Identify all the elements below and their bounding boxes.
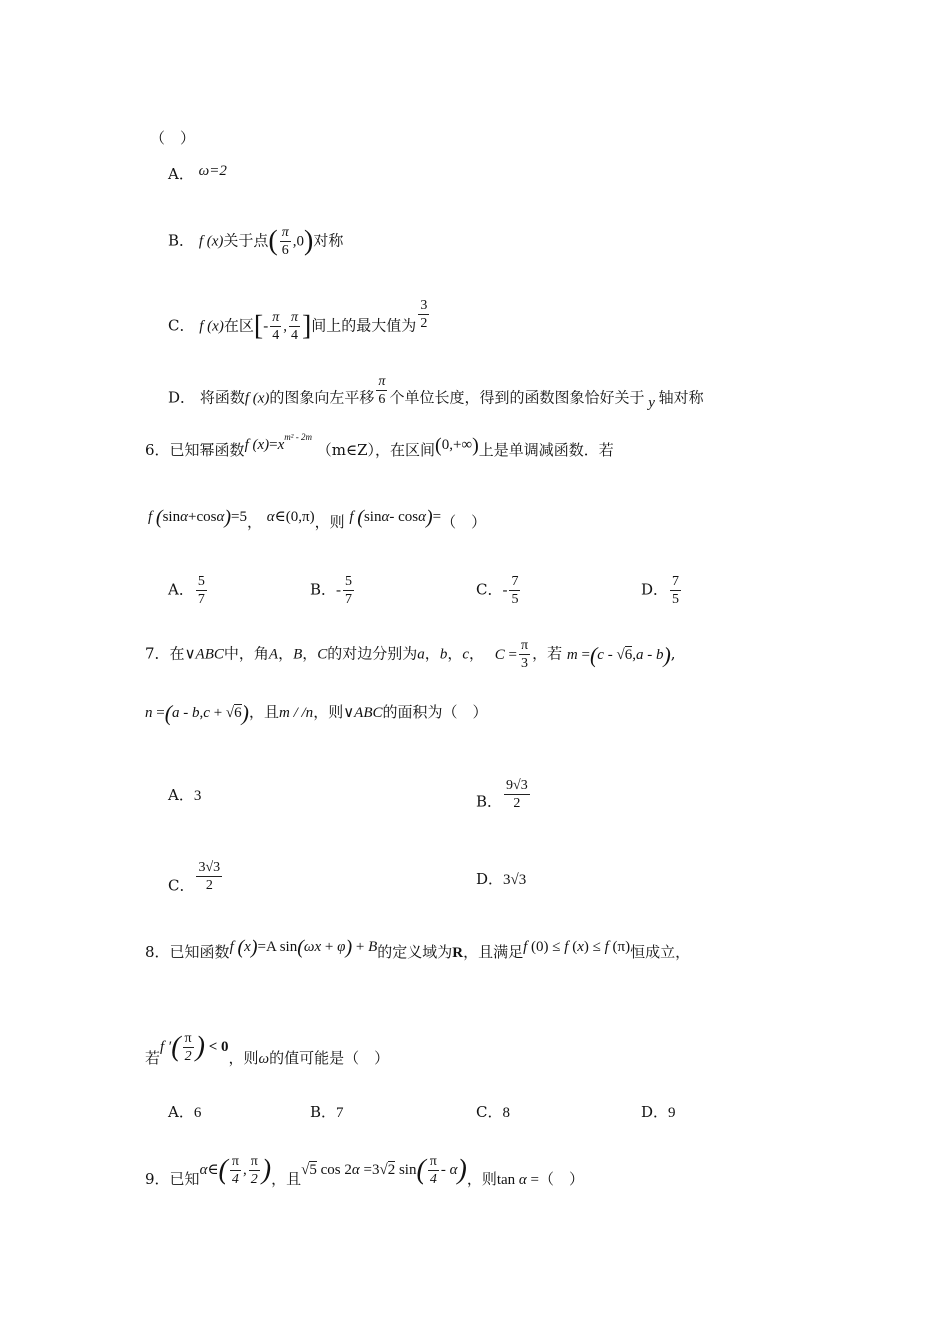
fraction: $\frac{\pi}{3}$ <box>521 638 529 671</box>
q6-option-a: A． $\frac{5}{7}$ <box>168 574 205 607</box>
q6-condition: f (sinα+cosα)=5， α∈(0,π)，则 f (sinα- cosα)=（ ） <box>148 506 487 531</box>
math-expr: f ′( $\frac{\pi}{2}$ ) < 0 <box>160 1031 229 1064</box>
q7-option-b: B． $\frac{9√3}{2}$ <box>476 778 528 811</box>
math-fx: f (x) <box>199 318 224 335</box>
fraction: $\frac{5}{7}$ <box>345 574 353 607</box>
q7-stem: 7．在∨ABC中，角A，B，C的对边分别为a，b，c， C = $\frac{\pi}{3}$ ，若 m =(c - √6,a - b), <box>145 638 676 671</box>
question-number: 9． <box>145 1169 170 1188</box>
math-fx: f (x) <box>198 233 224 250</box>
q5-option-c: C． f (x)在区[- $\frac{\pi}{4}$ , $\frac{\pi}{4}$ ]间上的最大值为 $\frac{3}{2}$ <box>168 298 428 343</box>
option-text: 对称 <box>313 231 344 250</box>
q6-option-d: D． $\frac{7}{5}$ <box>641 574 680 607</box>
q8-stem: 8．已知函数f (x)=A sin(ωx + φ) + B的定义域为R，且满足f (0) ≤ f (x) ≤ f (π)恒成立， <box>145 936 691 961</box>
option-text: 轴对称 <box>658 388 704 407</box>
option-label: D． <box>168 388 196 407</box>
q7-option-c: C． $\frac{3√3}{2}$ <box>168 860 221 895</box>
math-ineq: f (0) ≤ f (x) ≤ f (π) <box>523 939 631 955</box>
fraction: $\frac{9√3}{2}$ <box>506 778 528 811</box>
fraction: $\frac{\pi}{6}$ <box>281 225 289 258</box>
option-text: 个单位长度，得到的函数图象恰好关于 <box>389 388 645 407</box>
q7-condition: n =(a - b,c + √6)，且m / /n，则∨ABC的面积为（ ） <box>145 700 488 726</box>
fraction: $\frac{3√3}{2}$ <box>198 860 221 893</box>
math-expr: ω=2 <box>198 163 227 179</box>
vector-m: m =(c - √6,a - b) <box>566 642 671 668</box>
q8-option-c: C．8 <box>476 1103 510 1121</box>
question-text: 已知幂函数 <box>169 441 245 459</box>
math-y: y <box>644 394 659 411</box>
q8-option-b: B．7 <box>310 1103 344 1121</box>
math-fx: f (x) <box>244 390 270 407</box>
q7-option-a: A．3 <box>168 786 202 804</box>
q6-option-b: B．- $\frac{5}{7}$ <box>310 574 353 607</box>
math-expr: α∈( $\frac{\pi}{4}$ , $\frac{\pi}{2}$ ) <box>199 1154 272 1187</box>
fraction: $\frac{\pi}{4}$ <box>290 310 298 343</box>
math-expr: f (sinα+cosα)=5 <box>148 506 247 529</box>
fraction: $\frac{3}{2}$ <box>420 298 428 331</box>
math-expr: f (sinα- cosα)= <box>349 506 442 529</box>
math-fx: f $(x)=x^{m^2 - 2m}$ <box>244 432 312 453</box>
question-number: 7． <box>145 644 170 663</box>
fraction: $\frac{\pi}{4}$ <box>272 310 280 343</box>
q8-option-a: A．6 <box>168 1103 202 1121</box>
q8-condition: 若f ′( $\frac{\pi}{2}$ ) < 0，则ω的值可能是（ ） <box>145 1031 390 1067</box>
q6-stem: 6．已知幂函数f $(x)=x^{m^2 - 2m}$ （m∈Z），在区间(0,+∞)上是单调减函数．若 <box>145 432 614 459</box>
option-text: 关于点 <box>223 231 269 250</box>
fraction: $\frac{7}{5}$ <box>511 574 519 607</box>
q5-option-d <box>168 374 704 416</box>
q5-paren: （ ） <box>150 129 196 147</box>
option-label: B． <box>168 231 195 250</box>
option-text: 的图象向左平移 <box>269 388 375 407</box>
question-text: 上是单调减函数．若 <box>478 441 614 459</box>
triangle-symbol: ∨ABC <box>184 646 224 663</box>
math-expr: f (x)=A sin(ωx + φ) + B <box>229 936 378 959</box>
set-R: R <box>452 945 464 961</box>
q9-stem: 9．已知α∈( $\frac{\pi}{4}$ , $\frac{\pi}{2}$ )，且√5 cos 2α =3√2 sin( $\frac{\pi}{4}$ - α)，则tan α =（ ） <box>145 1154 585 1188</box>
question-number: 8． <box>145 943 170 961</box>
question-text: （m∈Z），在区间 <box>316 441 436 459</box>
fraction: $\frac{5}{7}$ <box>197 574 205 607</box>
fraction: $\frac{7}{5}$ <box>672 574 680 607</box>
question-number: 6． <box>145 441 170 459</box>
math-expr: α∈(0,π) <box>266 509 315 525</box>
option-label: A． <box>168 165 194 183</box>
option-text: 将函数 <box>199 388 245 407</box>
q5-option-a <box>168 164 227 185</box>
q8-option-d: D．9 <box>641 1103 676 1121</box>
option-label: C． <box>168 316 195 335</box>
vector-n: n =(a - b,c + √6) <box>145 700 249 726</box>
q7-option-d: D．3√3 <box>476 870 527 888</box>
math-expr: √5 cos 2α =3√2 sin( $\frac{\pi}{4}$ - α) <box>301 1154 467 1187</box>
fraction: $\frac{\pi}{6}$ <box>378 374 386 407</box>
option-text: 间上的最大值为 <box>311 316 417 335</box>
q6-option-c: C．- $\frac{7}{5}$ <box>476 574 519 607</box>
q5-option-b: B． f (x)关于点( $\frac{\pi}{6}$ ,0)对称 <box>168 225 344 258</box>
option-text: 在区 <box>223 316 254 335</box>
